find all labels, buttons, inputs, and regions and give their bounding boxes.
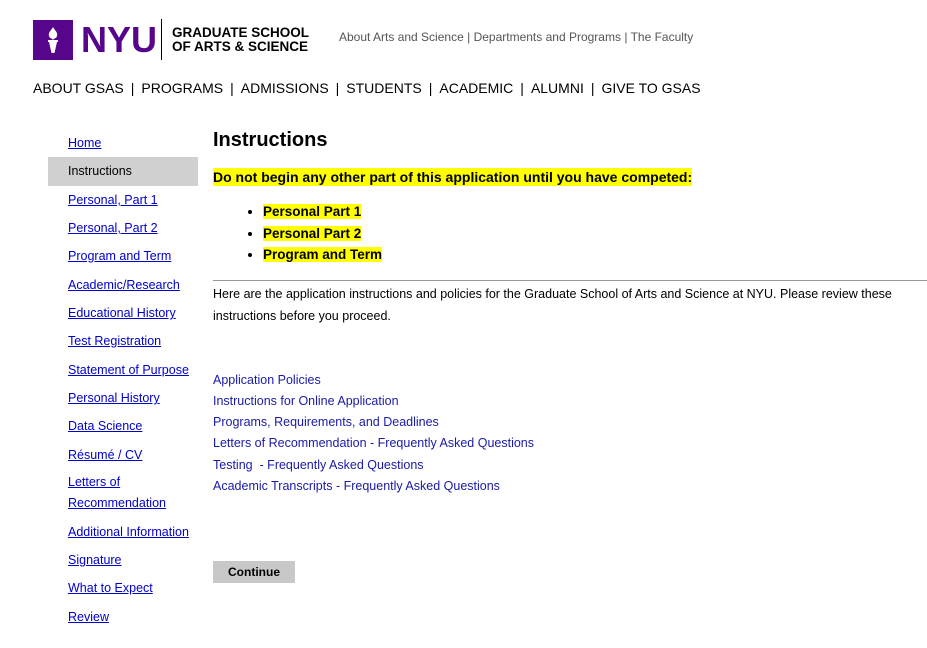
nav-separator: | <box>230 80 234 96</box>
sidebar-item-personal-history[interactable]: Personal History <box>68 391 160 405</box>
link-transcripts-faq[interactable]: Academic Transcripts - Frequently Asked Questions <box>213 478 500 493</box>
sidebar-item-home[interactable]: Home <box>68 136 102 150</box>
sidebar-item-educational-history[interactable]: Educational History <box>68 306 176 320</box>
warning-message: Do not begin any other part of this application until you have competed: <box>213 169 693 185</box>
link-online-application-instructions[interactable]: Instructions for Online Application <box>213 393 399 408</box>
divider <box>213 280 927 281</box>
sidebar-item-resume-cv[interactable]: Résumé / CV <box>68 448 143 462</box>
sidebar-item-what-to-expect[interactable]: What to Expect <box>68 581 153 595</box>
required-step-label: Personal Part 1 <box>263 204 362 219</box>
nav-give-to-gsas[interactable]: GIVE TO GSAS <box>601 80 701 96</box>
sidebar-item-instructions[interactable]: Instructions <box>48 157 198 186</box>
top-link-faculty[interactable]: The Faculty <box>630 30 694 44</box>
sidebar-item-statement-of-purpose[interactable]: Statement of Purpose <box>68 363 189 377</box>
sidebar-item-data-science[interactable]: Data Science <box>68 419 143 433</box>
nav-separator: | <box>428 80 433 96</box>
link-recommendation-faq[interactable]: Letters of Recommendation - Frequently Asked Questions <box>213 436 534 451</box>
school-name[interactable] <box>172 26 309 54</box>
link-testing-faq[interactable]: Testing - Frequently Asked Questions <box>213 457 424 472</box>
nav-separator: | <box>590 80 595 96</box>
nav-separator: | <box>520 80 524 96</box>
top-link-about[interactable]: About Arts and Science <box>339 30 464 44</box>
top-link-separator: | <box>624 30 628 44</box>
nav-students[interactable]: STUDENTS <box>346 80 422 96</box>
sidebar-item-academic-research[interactable]: Academic/Research <box>68 278 180 292</box>
list-item <box>263 244 927 266</box>
list-item <box>263 223 927 245</box>
nav-separator: | <box>130 80 135 96</box>
nav-admissions[interactable]: ADMISSIONS <box>240 80 329 96</box>
school-name-line2: OF ARTS & SCIENCE <box>172 39 309 54</box>
school-name-line1: GRADUATE SCHOOL <box>172 25 309 40</box>
sidebar-item-personal-part-1[interactable]: Personal, Part 1 <box>68 193 158 207</box>
main-nav <box>33 80 701 96</box>
intro-text: Here are the application instructions and policies for the Graduate School of Arts and Science at NYU. Please review these instructions before you proceed. <box>213 286 892 323</box>
sidebar-item-program-and-term[interactable]: Program and Term <box>68 249 172 263</box>
nav-about-gsas[interactable]: ABOUT GSAS <box>33 80 124 96</box>
nav-separator: | <box>335 80 340 96</box>
nav-programs[interactable]: PROGRAMS <box>141 80 224 96</box>
top-link-separator: | <box>467 30 471 44</box>
required-steps-list <box>213 201 927 266</box>
sidebar-item-personal-part-2[interactable]: Personal, Part 2 <box>68 221 158 235</box>
link-programs-requirements-deadlines[interactable]: Programs, Requirements, and Deadlines <box>213 415 439 430</box>
torch-icon <box>40 25 66 55</box>
link-application-policies[interactable]: Application Policies <box>213 372 321 387</box>
nav-alumni[interactable]: ALUMNI <box>530 80 584 96</box>
nav-academic[interactable]: ACADEMIC <box>439 80 514 96</box>
page-title: Instructions <box>213 129 328 151</box>
sidebar-item-signature[interactable]: Signature <box>68 553 122 567</box>
sidebar-item-test-registration[interactable]: Test Registration <box>68 334 162 348</box>
sidebar-item-additional-information[interactable]: Additional Information <box>68 525 189 539</box>
required-step-label: Program and Term <box>263 247 383 262</box>
nyu-wordmark[interactable]: NYU <box>81 19 158 60</box>
nyu-torch-logo[interactable] <box>33 20 73 60</box>
instruction-links <box>213 370 927 498</box>
top-links <box>339 30 693 44</box>
logo-divider <box>161 19 162 60</box>
sidebar-item-letters-of-recommendation[interactable]: Letters of Recommendation <box>68 475 166 510</box>
list-item <box>263 201 927 223</box>
main-content <box>213 128 927 497</box>
sidebar-item-review[interactable]: Review <box>68 610 109 624</box>
required-step-label: Personal Part 2 <box>263 225 362 241</box>
continue-button[interactable]: Continue <box>213 561 295 583</box>
application-sidebar <box>48 130 198 631</box>
top-link-departments[interactable]: Departments and Programs <box>473 30 621 44</box>
